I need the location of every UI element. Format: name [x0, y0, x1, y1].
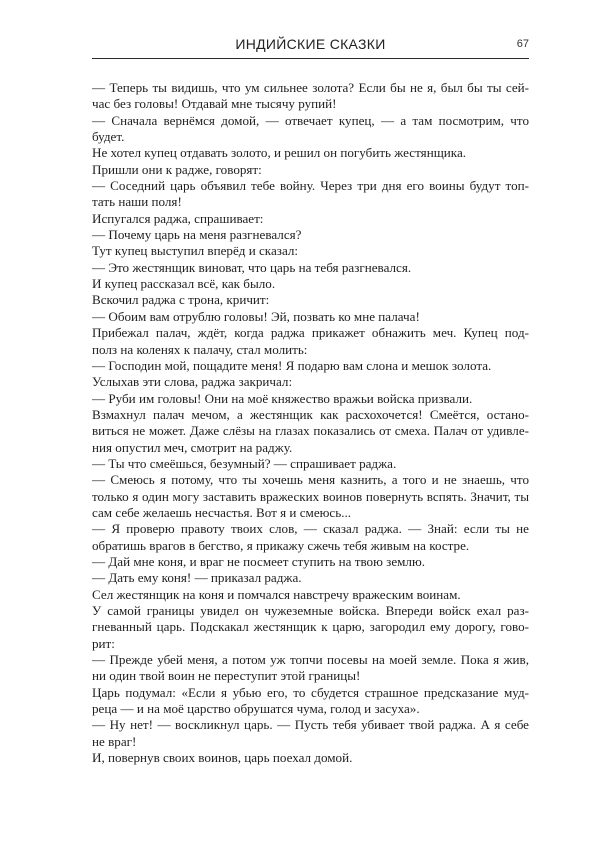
text-line: — Дать ему коня! — приказал раджа.	[92, 570, 302, 586]
text-line: Не хотел купец отдавать золото, и решил он погубить жестянщика.	[92, 145, 467, 161]
text-line: И, повернув своих воинов, царь поехал домой.	[92, 750, 353, 766]
text-line: ни один твой воин не переступит этой границы!	[92, 668, 361, 684]
text-line: У самой границы увидел он чужеземные войска. Впереди войск ехал раз-	[92, 603, 529, 618]
text-line: Сел жестянщик на коня и помчался навстречу вражеским воинам.	[92, 586, 461, 602]
text-line: — Почему царь на меня разгневался?	[92, 227, 302, 243]
text-line: — Обоим вам отрублю головы! Эй, позвать ко мне палача!	[92, 308, 420, 324]
text-line: Пришли они к радже, говорят:	[92, 161, 262, 177]
text-line: И купец рассказал всё, как было.	[92, 276, 276, 292]
header-title: ИНДИЙСКИЕ СКАЗКИ	[235, 36, 386, 52]
text-line: Прибежал палач, ждёт, когда раджа прикажет обнажить меч. Купец под-	[92, 325, 529, 341]
text-line: только я один могу заставить вражеских воинов повернуть вспять. Значит, ты	[92, 488, 529, 504]
body-text	[92, 80, 529, 766]
text-line: — Соседний царь объявил тебе войну. Через три дня его воины будут топ-	[92, 178, 529, 194]
text-line: — Ты что смеёшься, безумный? — спрашивает раджа.	[92, 455, 397, 471]
text-line: Тут купец выступил вперёд и сказал:	[92, 243, 299, 259]
text-line: Испугался раджа, спрашивает:	[92, 210, 264, 226]
text-line: — Руби им головы! Они на моё княжество вражьи войска призвали.	[92, 390, 473, 406]
text-line: — Прежде убей меня, а потом уж топчи посевы на моей земле. Пока я жив,	[92, 652, 529, 668]
page-number: 67	[516, 38, 529, 50]
text-line: — Ну нет! — воскликнул царь. — Пусть тебя убивает твой раджа. А я себе	[92, 717, 529, 733]
text-line: полз на коленях к палачу, стал молить:	[92, 341, 308, 357]
text-line: виться не может. Даже слёзы на глазах показались от смеха. Палач от удивле-	[92, 423, 529, 439]
text-line: — Это жестянщик виноват, что царь на тебя разгневался.	[92, 259, 412, 275]
text-line: Вскочил раджа с трона, кричит:	[92, 292, 270, 308]
text-line: Царь подумал: «Если я убью его, то сбудется страшное предсказание муд-	[92, 684, 529, 700]
text-line: — Теперь ты видишь, что ум сильнее золота? Если бы не я, был бы ты сей-	[92, 80, 529, 95]
text-line: тать наши поля!	[92, 194, 182, 210]
text-line: — Сначала вернёмся домой, — отвечает купец, — а там посмотрим, что	[92, 112, 529, 128]
text-line: ния опустил меч, смотрит на раджу.	[92, 439, 293, 455]
text-line: будет.	[92, 129, 125, 145]
text-line: — Дай мне коня, и враг не посмеет ступить на твою землю.	[92, 553, 426, 569]
text-line: — Смеюсь я потому, что ты хочешь меня казнить, а того и не знаешь, что	[92, 472, 529, 488]
running-header	[92, 32, 529, 59]
text-line: — Я проверю правоту твоих слов, — сказал раджа. — Знай: если ты не	[92, 521, 529, 537]
text-line: рит:	[92, 635, 115, 651]
text-line: Взмахнул палач мечом, а жестянщик как расхохочется! Смеётся, остано-	[92, 406, 529, 422]
text-line: час без головы! Отдавай мне тысячу рупий!	[92, 96, 337, 112]
text-line: сам себе желаешь несчастья. Вот я и смеюсь...	[92, 504, 352, 520]
text-line: не враг!	[92, 733, 137, 749]
text-line: реца — и на моё царство обрушатся чума, голод и засуха».	[92, 701, 420, 717]
text-line: гневанный царь. Подскакал жестянщик к царю, загородил ему дорогу, гово-	[92, 619, 529, 635]
text-line: Услыхав эти слова, раджа закричал:	[92, 374, 293, 390]
text-line: обратишь врагов в бегство, я прикажу сжечь тебя живым на костре.	[92, 537, 470, 553]
text-line: — Господин мой, пощадите меня! Я подарю вам слона и мешок золота.	[92, 357, 492, 373]
